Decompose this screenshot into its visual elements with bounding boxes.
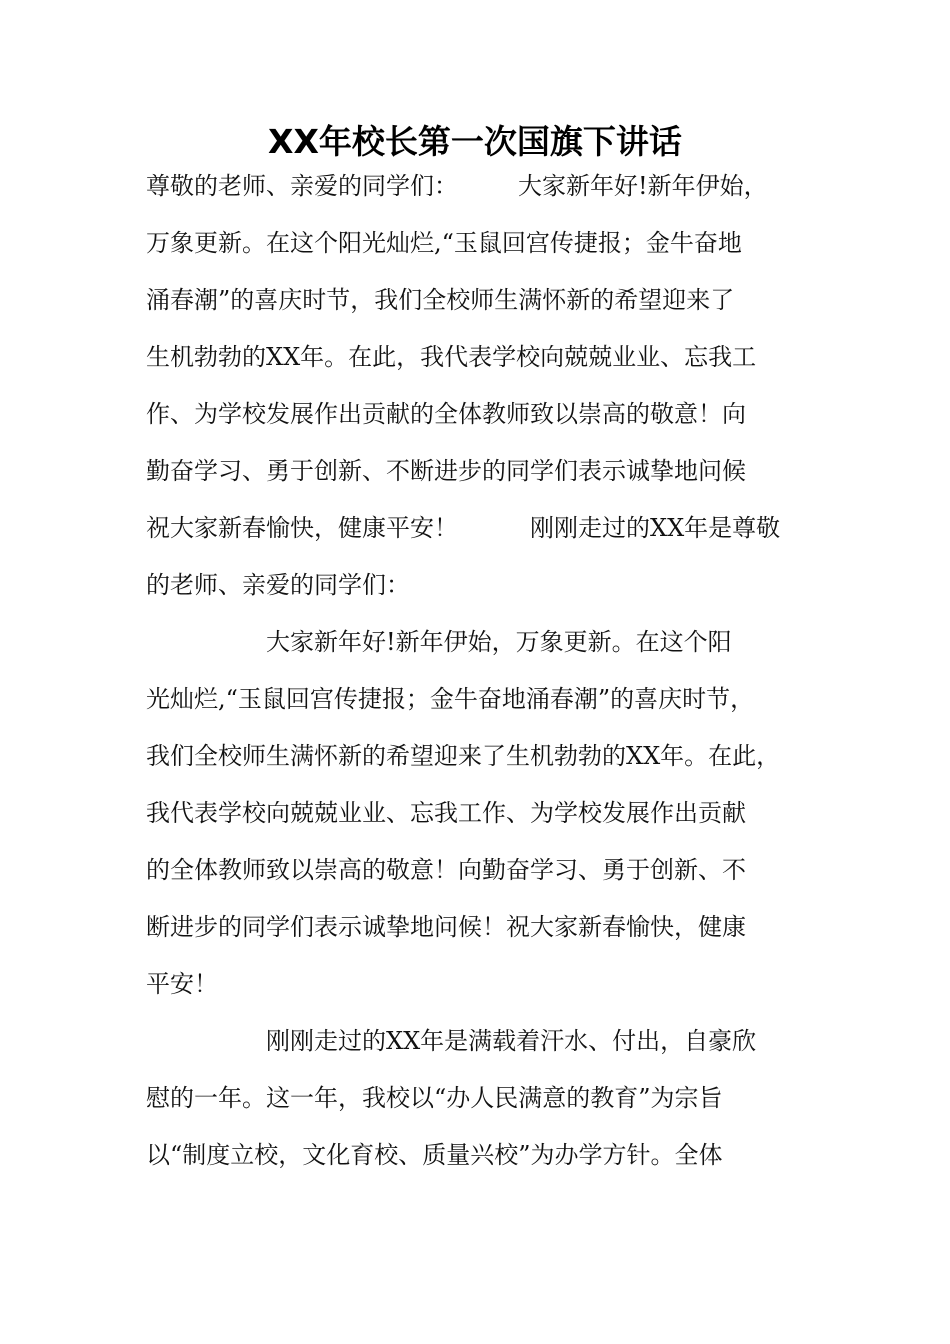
body-line: 万象更新。在这个阳光灿烂,“玉鼠回宫传捷报；金牛奋地 [146, 229, 742, 257]
body-line: 尊敬的老师、亲爱的同学们： 大家新年好!新年伊始， [146, 172, 768, 200]
body-line: 平安！ [146, 970, 218, 998]
document-title: XX年校长第一次国旗下讲话 [268, 122, 682, 161]
body-line: 我们全校师生满怀新的希望迎来了生机勃勃的XX年。在此， [146, 742, 781, 770]
body-line: 慰的一年。这一年，我校以“办人民满意的教育”为宗旨 [146, 1084, 723, 1112]
body-line: 作、为学校发展作出贡献的全体教师致以崇高的敬意！向 [146, 400, 746, 428]
body-line: 光灿烂,“玉鼠回宫传捷报；金牛奋地涌春潮”的喜庆时节， [146, 685, 755, 713]
body-line: 以“制度立校，文化育校、质量兴校”为办学方针。全体 [146, 1141, 723, 1169]
body-line: 刚刚走过的XX年是满载着汗水、付出，自豪欣 [146, 1027, 757, 1055]
body-line: 涌春潮”的喜庆时节，我们全校师生满怀新的希望迎来了 [146, 286, 735, 314]
body-line: 我代表学校向兢兢业业、忘我工作、为学校发展作出贡献 [146, 799, 746, 827]
document-body [146, 158, 826, 1184]
body-line: 大家新年好!新年伊始，万象更新。在这个阳 [146, 628, 732, 656]
body-line: 的全体教师致以崇高的敬意！向勤奋学习、勇于创新、不 [146, 856, 746, 884]
body-line: 生机勃勃的XX年。在此，我代表学校向兢兢业业、忘我工 [146, 343, 757, 371]
body-line: 断进步的同学们表示诚挚地问候！祝大家新春愉快，健康 [146, 913, 746, 941]
body-line: 的老师、亲爱的同学们： [146, 571, 410, 599]
body-line: 勤奋学习、勇于创新、不断进步的同学们表示诚挚地问候 [146, 457, 746, 485]
body-line: 祝大家新春愉快，健康平安！ 刚刚走过的XX年是尊敬 [146, 514, 781, 542]
